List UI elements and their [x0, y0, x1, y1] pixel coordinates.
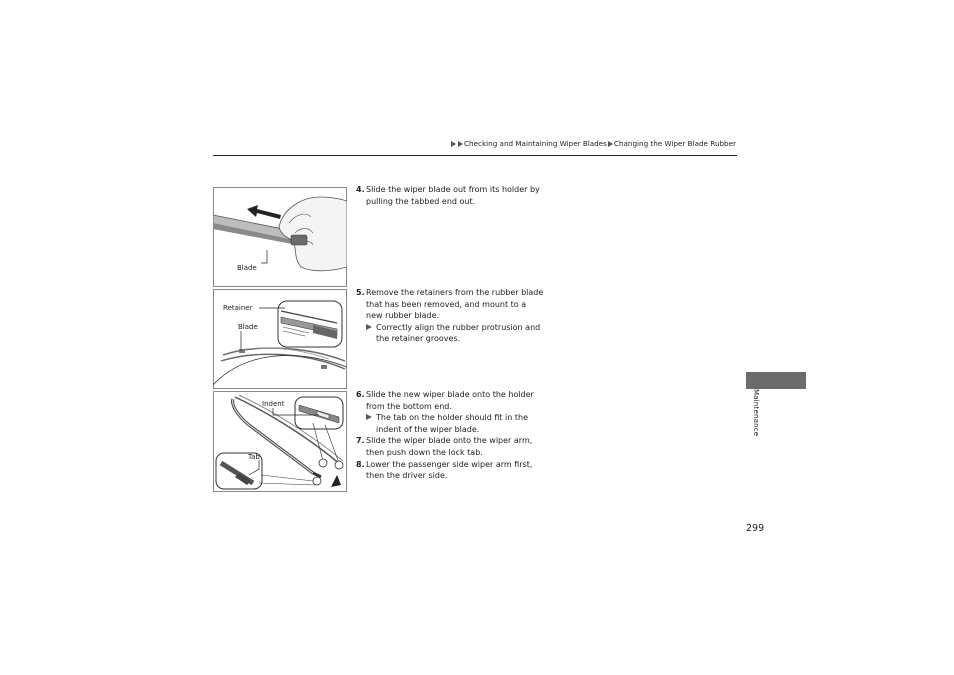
step-text: then push down the lock tab.	[366, 447, 483, 457]
figure-retainers	[213, 289, 347, 389]
figure-remove-blade	[213, 187, 347, 287]
arrow-icon	[366, 414, 372, 420]
note-text: The tab on the holder should fit in the	[376, 413, 529, 423]
header-rule	[213, 155, 737, 156]
note-text: the retainer grooves.	[376, 334, 461, 344]
step-text: Slide the wiper blade onto the wiper arm,	[366, 436, 533, 446]
page-number: 299	[746, 523, 765, 534]
step-text: Lower the passenger side wiper arm first,	[366, 459, 533, 469]
step-text: Slide the wiper blade out from its holder by	[366, 185, 540, 194]
breadcrumb-part-1: Checking and Maintaining Wiper Blades	[464, 139, 607, 148]
step-6-8	[356, 389, 546, 482]
tab-label: Tab	[248, 453, 260, 461]
step-number: 8.	[356, 459, 365, 469]
indent-label: Indent	[262, 400, 285, 408]
step-note	[356, 322, 546, 334]
breadcrumb	[450, 139, 736, 148]
step-number: 6.	[356, 390, 365, 399]
step-4	[356, 184, 546, 207]
step-5	[356, 287, 546, 345]
step-text: Slide the new wiper blade onto the holder	[366, 390, 534, 399]
step-text: new rubber blade.	[366, 311, 440, 321]
note-text: Correctly align the rubber protrusion and	[376, 322, 541, 332]
step-text: Remove the retainers from the rubber blade	[366, 288, 544, 297]
step-number: 7.	[356, 436, 365, 446]
note-text: indent of the wiper blade.	[376, 424, 480, 434]
step-note	[356, 412, 546, 424]
arrow-icon	[451, 141, 456, 147]
section-tab[interactable]	[746, 372, 806, 389]
figure-install-blade	[213, 391, 347, 492]
step-text: pulling the tabbed end out.	[366, 196, 476, 206]
step-text: that has been removed, and mount to a	[366, 299, 527, 309]
arrow-icon	[608, 141, 613, 147]
arrow-icon	[458, 141, 463, 147]
arrow-icon	[366, 324, 372, 330]
breadcrumb-part-2: Changing the Wiper Blade Rubber	[613, 139, 736, 148]
blade-label: Blade	[237, 264, 257, 272]
step-number: 5.	[356, 288, 365, 297]
step-text: from the bottom end.	[366, 401, 452, 411]
step-text: then the driver side.	[366, 471, 448, 481]
section-label: Maintenance	[752, 389, 760, 437]
retainer-label: Retainer	[223, 304, 253, 312]
blade-label-2: Blade	[238, 323, 258, 331]
step-number: 4.	[356, 185, 365, 194]
